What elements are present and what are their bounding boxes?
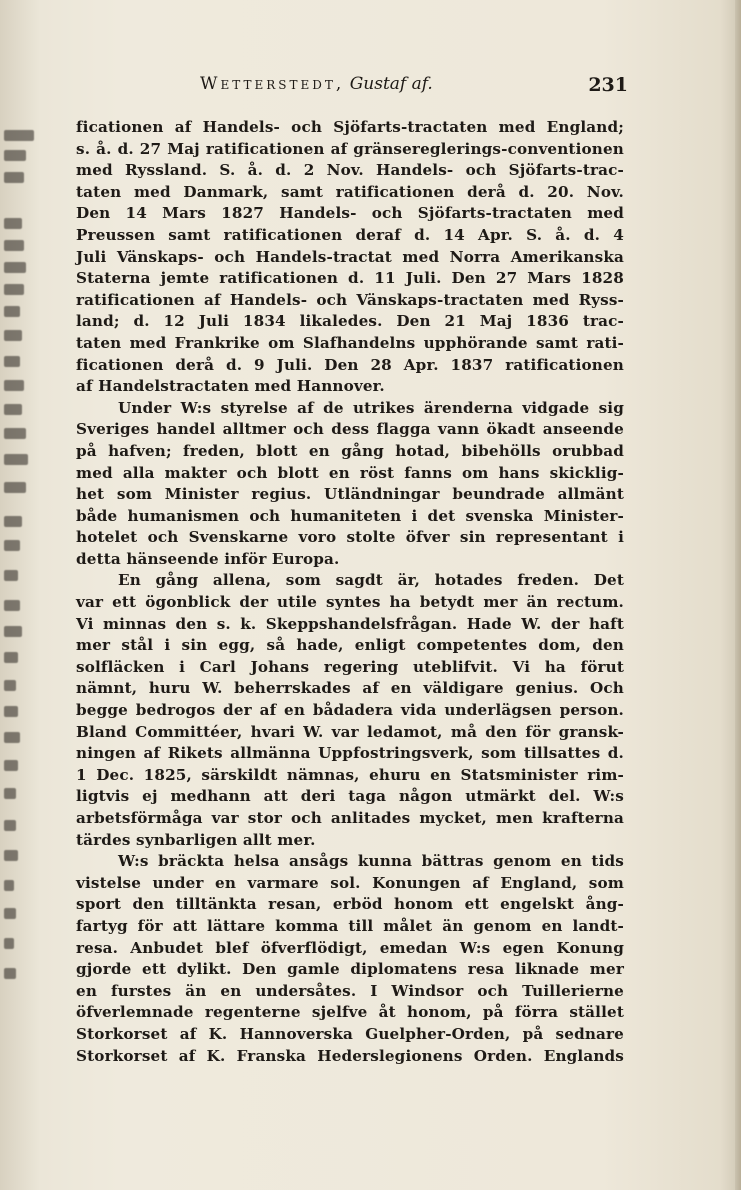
text-line: fartyg för att lättare komma till målet än genom en landt-: [76, 916, 624, 935]
text-line: af Handelstractaten med Hannover.: [76, 377, 385, 396]
body-text: [76, 117, 624, 1067]
text-line: mer stål i sin egg, så hade, enligt competentes dom, den: [76, 636, 624, 655]
text-line: solfläcken i Carl Johans regering uteblifvit. Vi ha förut: [76, 657, 624, 676]
text-line: tärdes synbarligen allt mer.: [76, 830, 316, 849]
text-line: en furstes än en undersåtes. I Windsor och Tuillerierne: [76, 981, 624, 1000]
text-line: ficationen af Handels- och Sjöfarts-tractaten med England;: [76, 118, 624, 136]
text-line: Staterna jemte ratificationen d. 11 Juli. Den 27 Mars 1828: [76, 269, 624, 288]
text-line: 1 Dec. 1825, särskildt nämnas, ehuru en Statsminister rim-: [76, 765, 624, 784]
page-edge: [735, 0, 741, 1190]
text-line: begge bedrogos der af en bådadera vida underlägsen person.: [76, 701, 624, 720]
page-number: 231: [588, 74, 628, 96]
text-line: nämnt, huru W. beherrskades af en väldigare genius. Och: [76, 679, 624, 698]
text-line: med alla makter och blott en röst fanns om hans skicklig-: [76, 463, 624, 482]
text-line: resa. Anbudet blef öfverflödigt, emedan W:s egen Konung: [76, 938, 624, 957]
facing-page-margin: [0, 100, 42, 1000]
text-line: sport den tilltänkta resan, erböd honom ett engelskt ång-: [76, 895, 624, 914]
text-line: ratificationen af Handels- och Vänskaps-tractaten med Ryss-: [76, 290, 624, 309]
text-line: både humanismen och humaniteten i det svenska Minister-: [76, 506, 624, 525]
running-header: [200, 74, 630, 104]
text-line: Sveriges handel alltmer och dess flagga vann ökadt anseende: [76, 420, 624, 439]
text-line: ligtvis ej medhann att deri taga någon utmärkt del. W:s: [76, 787, 624, 806]
text-line: land; d. 12 Juli 1834 likaledes. Den 21 Maj 1836 trac-: [76, 312, 624, 331]
text-line: taten med Frankrike om Slafhandelns upphörande samt rati-: [76, 333, 624, 352]
text-line: med Ryssland. S. å. d. 2 Nov. Handels- och Sjöfarts-trac-: [76, 161, 624, 180]
text-line: vistelse under en varmare sol. Konungen af England, som: [76, 873, 624, 892]
text-line: En gång allena, som sagdt är, hotades freden. Det: [118, 571, 624, 590]
text-line: Den 14 Mars 1827 Handels- och Sjöfarts-tractaten med: [76, 204, 624, 223]
text-line: Under W:s styrelse af de utrikes ärenderna vidgade sig: [118, 398, 624, 417]
text-line: taten med Danmark, samt ratificationen derå d. 20. Nov.: [76, 182, 624, 201]
text-line: arbetsförmåga var stor och anlitades mycket, men krafterna: [76, 809, 624, 827]
text-line: Bland Committéer, hvari W. var ledamot, må den för gransk-: [76, 722, 624, 741]
text-line: het som Minister regius. Utländningar beundrade allmänt: [76, 485, 624, 504]
text-line: Juli Vänskaps- och Handels-tractat med Norra Amerikanska: [76, 247, 624, 266]
text-line: Preussen samt ratificationen deraf d. 14 Apr. S. å. d. 4: [76, 225, 624, 244]
text-line: ficationen derå d. 9 Juli. Den 28 Apr. 1837 ratificationen: [76, 355, 624, 374]
header-given-name: Gustaf af.: [349, 74, 433, 94]
text-line: Storkorset af K. Hannoverska Guelpher-Orden, på sednare: [76, 1024, 624, 1043]
text-line: detta hänseende inför Europa.: [76, 549, 340, 568]
text-line: ningen af Rikets allmänna Uppfostringsverk, som tillsattes d.: [76, 744, 624, 763]
text-line: på hafven; freden, blott en gång hotad, bibehölls orubbad: [76, 441, 624, 460]
text-line: s. å. d. 27 Maj ratificationen af gränsereglerings-conventionen: [76, 139, 624, 158]
text-line: hotelet och Svenskarne voro stolte öfver sin representant i: [76, 528, 624, 547]
text-line: Vi minnas den s. k. Skeppshandelsfrågan. Hade W. der haft: [76, 614, 624, 633]
text-line: W:s bräckta helsa ansågs kunna bättras genom en tids: [118, 852, 624, 871]
text-line: Storkorset af K. Franska Hederslegionens Orden. Englands: [76, 1046, 624, 1065]
text-line: var ett ögonblick der utile syntes ha betydt mer än rectum.: [76, 593, 624, 612]
header-surname: Wetterstedt,: [200, 74, 345, 94]
text-line: gjorde ett dylikt. Den gamle diplomatens resa liknade mer: [76, 960, 624, 979]
text-line: öfverlemnade regenterne sjelfve åt honom, på förra stället: [76, 1003, 624, 1022]
